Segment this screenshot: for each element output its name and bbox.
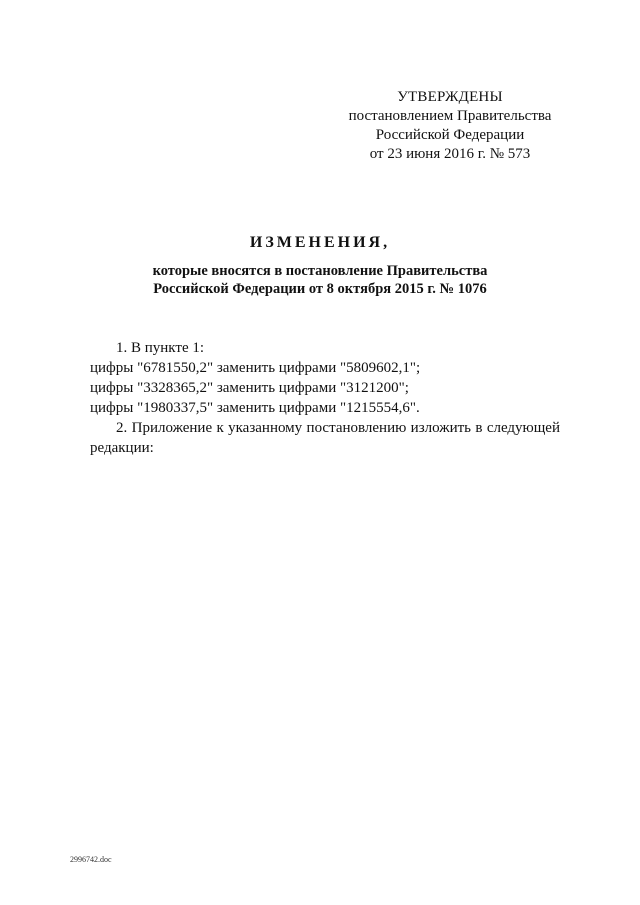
subtitle-line-1: которые вносятся в постановление Правительства: [152, 263, 488, 279]
approval-block: [320, 88, 580, 164]
change-line-2: цифры "3328365,2" заменить цифрами "3121200";: [90, 380, 409, 396]
item-2-line-2: редакции:: [90, 440, 154, 456]
change-line-1: цифры "6781550,2" заменить цифрами "5809602,1";: [90, 360, 421, 376]
approval-heading: УТВЕРЖДЕНЫ: [397, 89, 503, 105]
item-2-line-1: 2. Приложение к указанному постановлению изложить в следующей: [116, 420, 560, 436]
document-body: [90, 338, 560, 458]
approval-date-number: от 23 июня 2016 г. № 573: [369, 146, 531, 162]
subtitle-line-2: Российской Федерации от 8 октября 2015 г. № 1076: [153, 281, 487, 297]
document-file-id: 2996742.doc: [70, 855, 112, 864]
document-title: ИЗМЕНЕНИЯ,: [249, 234, 391, 251]
approval-line-1: постановлением Правительства: [348, 108, 552, 124]
document-subtitle: [0, 262, 640, 298]
approval-line-2: Российской Федерации: [375, 127, 525, 143]
item-1-heading: 1. В пункте 1:: [116, 340, 205, 356]
change-line-3: цифры "1980337,5" заменить цифрами "1215554,6".: [90, 400, 420, 416]
